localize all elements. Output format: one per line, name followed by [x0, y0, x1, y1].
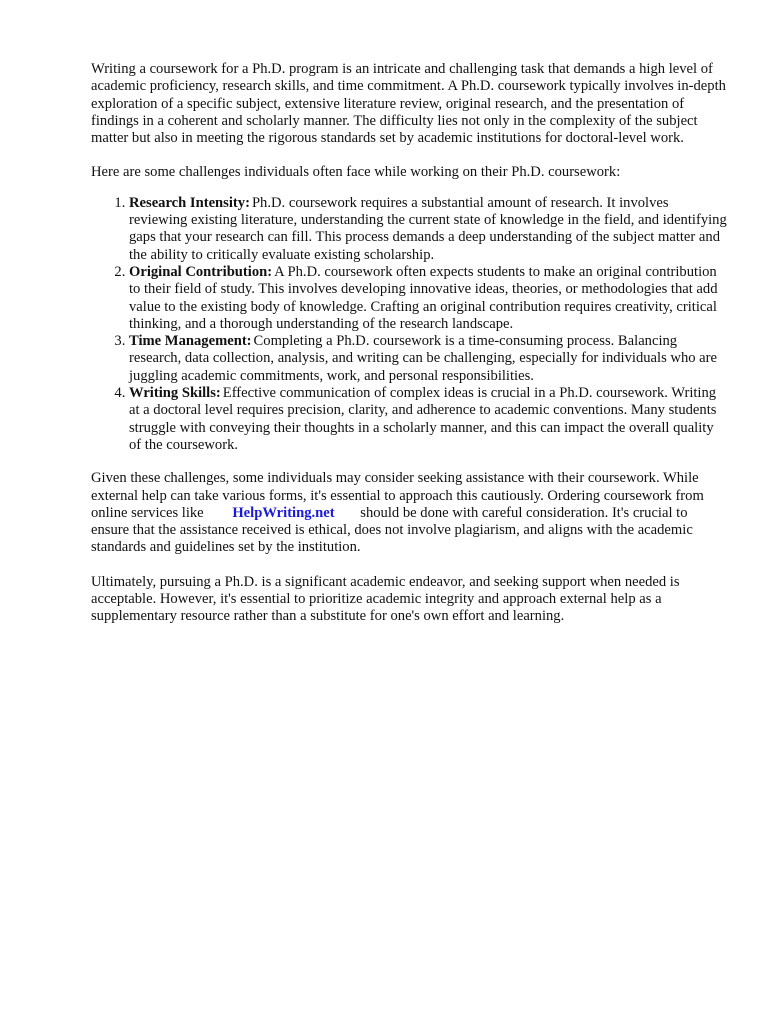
list-item — [129, 264, 727, 333]
challenges-lead-paragraph: Here are some challenges individuals often face while working on their Ph.D. coursework: — [91, 164, 621, 181]
challenges-list — [91, 195, 727, 454]
list-item — [129, 195, 727, 264]
challenge-text: Ph.D. coursework requires a substantial amount of research. It involves reviewing existing literature, understanding the current state of knowledge in the field, and identifying gaps that your research can fill. This process demands a deep understanding of the subject matter and the ability to critically evaluate existing scholarship. — [129, 194, 727, 263]
assistance-paragraph — [91, 470, 727, 556]
assistance-text-after: should be done with careful consideration. It's crucial to ensure that the assistance received is ethical, does not involve plagiarism, and aligns with the academic standards and guidelines set by the institution. — [91, 504, 693, 556]
helpwriting-link[interactable]: HelpWriting.net — [232, 504, 335, 521]
challenge-title: Writing Skills: — [129, 385, 221, 402]
challenge-text: Effective communication of complex ideas is crucial in a Ph.D. coursework. Writing at a doctoral level requires precision, clarity, and adherence to academic conventions. Many students struggle with conveying their thoughts in a scholarly manner, and this can impact the overall quality of the coursework. — [129, 385, 717, 453]
closing-paragraph: Ultimately, pursuing a Ph.D. is a significant academic endeavor, and seeking support when needed is acceptable. However, it's essential to prioritize academic integrity and approach external help as a supplementary resource rather than a substitute for one's own effort and learning. — [91, 573, 680, 625]
challenge-title: Time Management: — [129, 333, 252, 350]
document-page — [91, 61, 727, 626]
challenge-title: Research Intensity: — [129, 194, 250, 211]
challenge-text: A Ph.D. coursework often expects students to make an original contribution to their field of study. This involves developing innovative ideas, theories, or methodologies that add value to the existing body of knowledge. Crafting an original contribution requires creativity, critical thinking, and a thorough understanding of the research landscape. — [129, 263, 718, 332]
assistance-text-before: Given these challenges, some individuals may consider seeking assistance with their coursework. While external help can take various forms, it's essential to approach this cautiously. Ordering coursework from online services like — [91, 470, 704, 521]
challenge-text: Completing a Ph.D. coursework is a time-consuming process. Balancing research, data collection, analysis, and writing can be challenging, especially for individuals who are juggling academic commitments, work, and personal responsibilities. — [129, 333, 717, 384]
intro-paragraph: Writing a coursework for a Ph.D. program is an intricate and challenging task that demands a high level of academic proficiency, research skills, and time commitment. A Ph.D. coursework typically involves in-depth exploration of a specific subject, extensive literature review, original research, and the presentation of findings in a coherent and scholarly manner. The difficulty lies not only in the complexity of the subject matter but also in meeting the rigorous standards set by academic institutions for doctoral-level work. — [91, 61, 726, 147]
list-item — [129, 333, 727, 385]
challenge-title: Original Contribution: — [129, 263, 273, 280]
list-item — [129, 385, 727, 454]
